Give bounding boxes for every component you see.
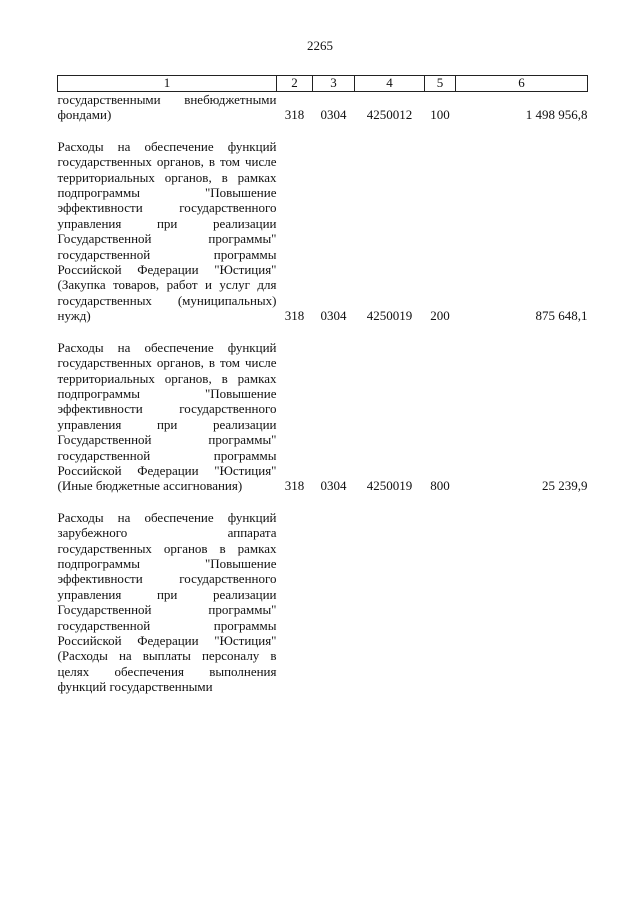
column-header-4: 4 <box>355 76 425 92</box>
table-row <box>58 92 588 123</box>
table-row <box>58 510 588 695</box>
header-row <box>58 76 588 92</box>
column-header-1: 1 <box>58 76 277 92</box>
page-number: 2265 <box>307 38 333 53</box>
column-header-3: 3 <box>313 76 355 92</box>
row-code-target: 4250019 <box>366 478 413 494</box>
table-row <box>58 340 588 494</box>
row-code-section <box>313 510 355 695</box>
row-code-section: 0304 <box>320 107 347 123</box>
row-description: Расходы на обеспечение функций государственных органов, в том числе территориальных органов, в рамках подпрограммы "Повышение эффективности государственного управления при реализации Государственной программы" государственной программы Российской Федерации "Юстиция" (Иные бюджетные ассигнования) <box>57 339 277 494</box>
row-code-target: 4250019 <box>366 308 413 324</box>
row-spacer <box>58 494 588 510</box>
row-description: Расходы на обеспечение функций государственных органов, в том числе территориальных органов, в рамках подпрограммы "Повышение эффективности государственного управления при реализации Государственной программы" государственной программы Российской Федерации "Юстиция" (Закупка товаров, работ и услуг для государственных (муниципальных) нужд) <box>57 138 277 324</box>
table-row <box>58 139 588 324</box>
row-code-expense-type: 200 <box>430 308 450 324</box>
row-code-target: 4250012 <box>366 107 413 123</box>
row-amount: 1 498 956,8 <box>525 107 588 123</box>
row-amount: 25 239,9 <box>542 478 588 494</box>
row-spacer <box>58 123 588 139</box>
column-header-5: 5 <box>425 76 456 92</box>
row-code-ministry: 318 <box>284 107 305 123</box>
row-spacer <box>58 324 588 340</box>
row-code-ministry <box>277 510 313 695</box>
row-description: государственными внебюджетными фондами) <box>57 92 277 123</box>
row-amount: 875 648,1 <box>535 308 588 324</box>
row-code-section: 0304 <box>320 308 347 324</box>
row-amount <box>456 510 588 695</box>
row-code-target <box>355 510 425 695</box>
row-code-expense-type: 800 <box>430 478 450 494</box>
row-code-expense-type: 100 <box>430 107 450 123</box>
budget-table <box>57 75 588 695</box>
row-code-expense-type <box>425 510 456 695</box>
row-description: Расходы на обеспечение функций зарубежного аппарата государственных органов в рамках подпрограммы "Повышение эффективности государственного управления при реализации Государственной программы" государственной программы Российской Федерации "Юстиция" (Расходы на выплаты персоналу в целях обеспечения выполнения функций государственными <box>57 509 277 695</box>
column-header-2: 2 <box>277 76 313 92</box>
row-code-ministry: 318 <box>284 478 305 494</box>
column-header-6: 6 <box>456 76 588 92</box>
row-code-section: 0304 <box>320 478 347 494</box>
row-code-ministry: 318 <box>284 308 305 324</box>
